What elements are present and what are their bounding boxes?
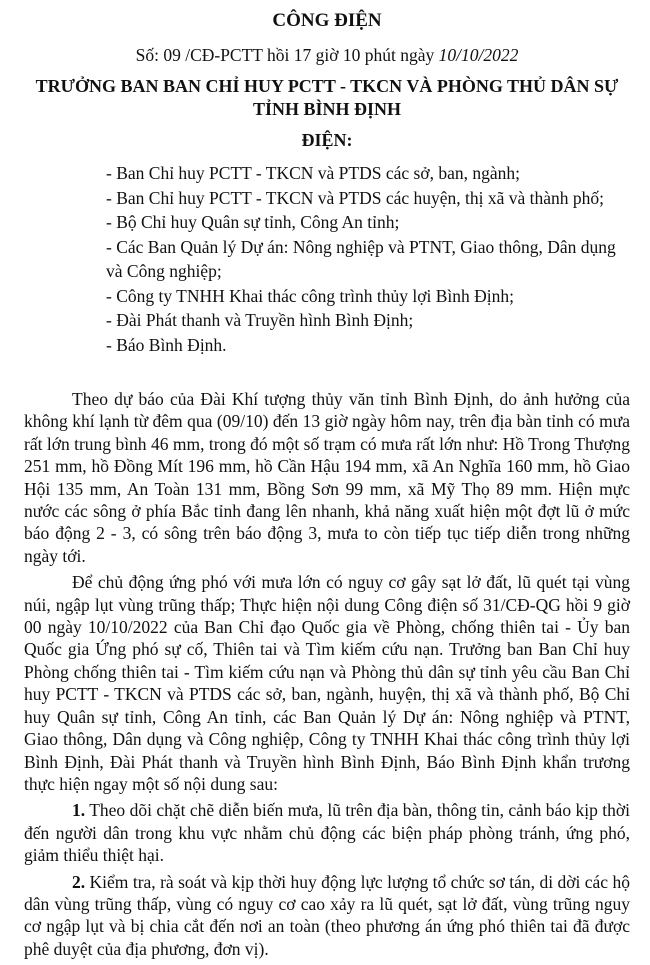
recipient-item: - Đài Phát thanh và Truyền hình Bình Định;: [106, 310, 414, 330]
recipient-item: - Bộ Chỉ huy Quân sự tỉnh, Công An tỉnh;: [106, 212, 400, 232]
recipient-item: - Báo Bình Định.: [106, 334, 227, 355]
document-number: Số: 09 /CĐ-PCTT hồi 17 giờ 10 phút ngày: [135, 45, 439, 65]
item-number: 1.: [72, 800, 86, 821]
document-number-line: [24, 44, 630, 66]
numbered-item: [24, 799, 630, 866]
numbered-item: [24, 871, 630, 961]
document-title: CÔNG ĐIỆN: [272, 10, 382, 31]
body-paragraph: Để chủ động ứng phó với mưa lớn có nguy cơ gây sạt lở đất, lũ quét tại vùng núi, ngập lụt vùng trũng thấp; Thực hiện nội dung Công điện số 31/CĐ-QG hồi 9 giờ 00 ngày 10/10/2022 của Ban Chỉ đạo Quốc gia về Phòng, chống thiên tai - Ủy ban Quốc gia Ứng phó sự cố, Thiên tai và Tìm kiếm cứu nạn. Trưởng ban Ban Chỉ huy Phòng chống thiên tai - Tìm kiếm cứu nạn và Phòng thủ dân sự tỉnh yêu cầu Ban Chỉ huy PCTT - TKCN và PTDS các sở, ban, ngành, huyện, thị xã và thành phố, Bộ Chỉ huy Quân sự tỉnh, Công An tỉnh, các Ban Quản lý Dự án: Nông nghiệp và PTNT, Giao thông, Dân dụng và Công nghiệp, Công ty TNHH Khai thác công trình thủy lợi Bình Định, Đài Phát thanh và Truyền hình Bình Định, Báo Bình Định khẩn trương thực hiện ngay một số nội dung sau:: [24, 572, 630, 794]
item-number: 2.: [72, 871, 86, 892]
recipient-list: [24, 161, 630, 357]
document-date: 10/10/2022: [438, 45, 519, 65]
recipient-item: - Ban Chỉ huy PCTT - TKCN và PTDS các sở, ban, ngành;: [106, 163, 520, 183]
body-paragraph: Theo dự báo của Đài Khí tượng thủy văn tỉnh Bình Định, do ảnh hưởng của không khí lạnh từ đêm qua (09/10) đến 13 giờ ngày hôm nay, trên địa bàn tỉnh có mưa rất lớn trung bình 46 mm, trong đó một số trạm có mưa rất lớn như: Hồ Trong Thượng 251 mm, hồ Đồng Mít 196 mm, hồ Cần Hậu 194 mm, xã An Nghĩa 160 mm, hồ Giao Hội 135 mm, An Toàn 131 mm, Bồng Sơn 99 mm, xã Mỹ Thọ 89 mm. Hiện mực nước các sông ở phía Bắc tỉnh đang lên nhanh, khả năng xuất hiện một đợt lũ ở mức báo động 2 - 3, có sông trên báo động 3, mưa to còn tiếp tục tiếp diễn trong những ngày tới.: [24, 389, 630, 566]
recipient-item: - Ban Chỉ huy PCTT - TKCN và PTDS các huyện, thị xã và thành phố;: [106, 187, 605, 208]
dien-label: ĐIỆN:: [301, 130, 353, 150]
item-text: Theo dõi chặt chẽ diễn biến mưa, lũ trên địa bàn, thông tin, cảnh báo kịp thời đến người dân trong khu vực nhằm chủ động các biện pháp phòng tránh, ứng phó, giảm thiểu thiệt hại.: [24, 800, 630, 866]
recipient-item: - Các Ban Quản lý Dự án: Nông nghiệp và PTNT, Giao thông, Dân dụng và Công nghiệp;: [106, 236, 616, 281]
document-heading: TRƯỞNG BAN BAN CHỈ HUY PCTT - TKCN VÀ PHÒNG THỦ DÂN SỰ TỈNH BÌNH ĐỊNH: [35, 76, 619, 119]
document-body: [24, 388, 630, 960]
item-text: Kiểm tra, rà soát và kịp thời huy động lực lượng tổ chức sơ tán, di dời các hộ dân vùng trũng thấp, vùng có nguy cơ cao xảy ra lũ quét, sạt lở đất, vùng trũng nguy cơ ngập lụt và bị chia cắt đến nơi an toàn (theo phương án ứng phó thiên tai đã được phê duyệt của địa phương, đơn vị).: [24, 871, 630, 959]
recipient-item: - Công ty TNHH Khai thác công trình thủy lợi Bình Định;: [106, 285, 514, 306]
